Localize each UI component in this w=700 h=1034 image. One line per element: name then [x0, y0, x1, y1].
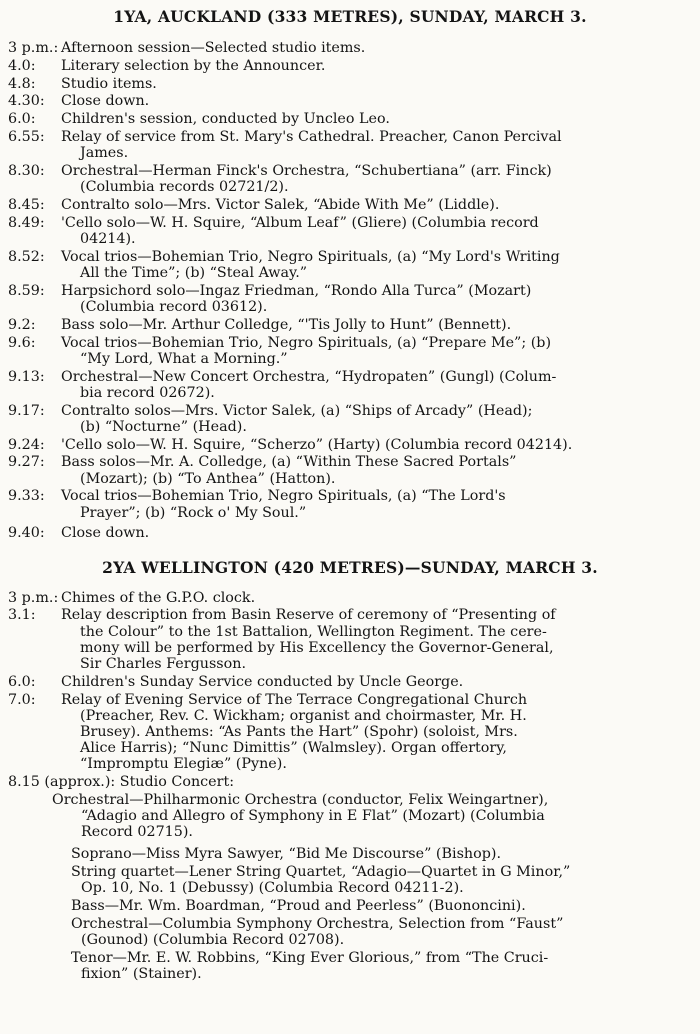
entry-time: 4.30: [8, 93, 45, 110]
entry-time: 9.2: [8, 316, 36, 333]
entry-text-line: (Columbia record 03612). [80, 298, 268, 315]
concert-item [0, 792, 700, 841]
programme-entry [0, 197, 700, 213]
programme-entry [0, 525, 700, 541]
programme-entry [0, 129, 700, 161]
programme-entry [0, 335, 700, 367]
entry-text-line: (Mozart); (b) “To Anthea” (Hatton). [80, 470, 336, 487]
entry-text-line: Prayer”; (b) “Rock o' My Soul.” [80, 504, 307, 521]
entry-time: 8.30: [8, 162, 45, 179]
concert-text-line: String quartet—Lener String Quartet, “Adagio—Quartet in G Minor,” [71, 863, 571, 880]
entry-text-line: Contralto solo—Mrs. Victor Salek, “Abide With Me” (Liddle). [61, 196, 500, 213]
programme-entry [0, 58, 700, 74]
entry-text-line: Close down. [61, 93, 150, 110]
programme-entry [0, 607, 700, 672]
concert-item [0, 846, 700, 862]
entry-time: 8.49: [8, 214, 45, 231]
entry-text-line: (Columbia records 02721/2). [80, 179, 289, 196]
entry-text-line: Sir Charles Fergusson. [80, 655, 246, 672]
entry-text-line: 'Cello solo—W. H. Squire, “Album Leaf” (Gliere) (Columbia record [61, 214, 539, 231]
entry-time: 8.52: [8, 248, 45, 265]
entry-time: 3 p.m.: [8, 589, 59, 606]
programme-entry [0, 283, 700, 315]
concert-item [0, 898, 700, 914]
entry-time: 9.17: [8, 402, 45, 419]
entry-time: 7.0: [8, 691, 36, 708]
entry-time: 6.0: [8, 673, 36, 690]
programme-entry [0, 590, 700, 606]
entry-text-line: Children's session, conducted by Uncleo Leo. [61, 111, 390, 128]
entry-time: 6.55: [8, 128, 45, 145]
entry-time: 9.33: [8, 488, 45, 505]
entry-text-line: bia record 02672). [80, 384, 215, 401]
programme-entry [0, 111, 700, 127]
entry-time: 8.59: [8, 282, 45, 299]
concert-text-line: Record 02715). [81, 824, 193, 841]
concert-text-line: (Gounod) (Columbia Record 02708). [81, 932, 345, 948]
auckland-programme-list [0, 40, 700, 541]
entry-text-line: Studio items. [61, 75, 157, 92]
entry-time: 3.1: [8, 607, 36, 624]
studio-concert-heading: 8.15 (approx.): Studio Concert: [8, 774, 235, 791]
concert-text-line: Tenor—Mr. E. W. Robbins, “King Ever Glorious,” from “The Cruci- [71, 950, 549, 966]
concert-text-line: Soprano—Miss Myra Sawyer, “Bid Me Discourse” (Bishop). [71, 845, 502, 862]
entry-time: 9.6: [8, 334, 36, 351]
entry-text-line: Contralto solos—Mrs. Victor Salek, (a) “Ships of Arcady” (Head); [61, 402, 533, 419]
programme-entry [0, 692, 700, 773]
entry-text-line: 'Cello solo—W. H. Squire, “Scherzo” (Harty) (Columbia record 04214). [61, 436, 573, 453]
concert-item [0, 864, 700, 896]
entry-text-line: mony will be performed by His Excellency the Governor-General, [80, 639, 554, 656]
entry-text-line: “My Lord, What a Morning.” [80, 350, 288, 367]
concert-text-line: Orchestral—Philharmonic Orchestra (conductor, Felix Weingartner), [52, 791, 549, 808]
concert-text-line: Orchestral—Columbia Symphony Orchestra, Selection from “Faust” [71, 915, 564, 932]
entry-text-line: Brusey). Anthems: “As Pants the Hart” (Spohr) (soloist, Mrs. [80, 723, 518, 740]
entry-text-line: Children's Sunday Service conducted by Uncle George. [61, 673, 464, 690]
concert-item [0, 950, 700, 982]
entry-text-line: Orchestral—Herman Finck's Orchestra, “Schubertiana” (arr. Finck) [61, 162, 552, 179]
concert-text-line: fixion” (Stainer). [81, 966, 202, 983]
programme-entry [0, 488, 700, 520]
entry-text-line: (b) “Nocturne” (Head). [80, 418, 247, 435]
entry-time: 9.24: [8, 436, 45, 453]
entry-time: 9.27: [8, 454, 45, 471]
programme-entry [0, 317, 700, 333]
entry-text-line: Bass solo—Mr. Arthur Colledge, “'Tis Jolly to Hunt” (Bennett). [61, 316, 512, 333]
entry-text-line: All the Time”; (b) “Steal Away.” [80, 264, 308, 281]
entry-text-line: Vocal trios—Bohemian Trio, Negro Spirituals, (a) “The Lord's [61, 488, 506, 505]
entry-time: 8.45: [8, 196, 45, 213]
entry-text-line: Vocal trios—Bohemian Trio, Negro Spirituals, (a) “Prepare Me”; (b) [61, 334, 552, 351]
entry-text-line: (Preacher, Rev. C. Wickham; organist and choirmaster, Mr. H. [80, 707, 527, 724]
entry-text-line: “Impromptu Elegiæ” (Pyne). [80, 756, 287, 773]
programme-entry [0, 437, 700, 453]
entry-text-line: Alice Harris); “Nunc Dimittis” (Walmsley). Organ offertory, [80, 740, 507, 757]
section-heading-auckland: 1YA, AUCKLAND (333 METRES), SUNDAY, MARCH 3. [113, 7, 587, 26]
entry-text-line: Literary selection by the Announcer. [61, 57, 326, 74]
concert-item [0, 916, 700, 948]
programme-entry [0, 454, 700, 486]
concert-text-line: Op. 10, No. 1 (Debussy) (Columbia Record 04211-2). [81, 879, 464, 896]
programme-entry [0, 93, 700, 109]
programme-entry [0, 215, 700, 247]
programme-entry [0, 249, 700, 281]
entry-time: 6.0: [8, 111, 36, 128]
entry-time: 9.13: [8, 368, 45, 385]
programme-entry [0, 369, 700, 401]
entry-text-line: Relay of service from St. Mary's Cathedral. Preacher, Canon Percival [61, 128, 562, 145]
entry-text-line: Bass solos—Mr. A. Colledge, (a) “Within These Sacred Portals” [61, 454, 517, 471]
entry-text-line: Harpsichord solo—Ingaz Friedman, “Rondo Alla Turca” (Mozart) [61, 282, 532, 299]
programme-entry [0, 76, 700, 92]
wellington-programme-list [0, 590, 700, 773]
entry-text-line: 04214). [80, 230, 136, 247]
entry-text-line: James. [80, 145, 129, 162]
entry-text-line: Vocal trios—Bohemian Trio, Negro Spirituals, (a) “My Lord's Writing [61, 248, 560, 265]
entry-time: 4.0: [8, 57, 36, 74]
programme-entry [0, 674, 700, 690]
section-heading-wellington: 2YA WELLINGTON (420 METRES)—SUNDAY, MARCH 3. [102, 557, 598, 577]
concert-text-line: “Adagio and Allegro of Symphony in E Flat” (Mozart) (Columbia [81, 808, 545, 825]
entry-text-line: Afternoon session—Selected studio items. [61, 40, 366, 56]
entry-text-line: Orchestral—New Concert Orchestra, “Hydropaten” (Gungl) (Colum- [61, 368, 557, 385]
entry-text-line: Chimes of the G.P.O. clock. [61, 589, 256, 606]
programme-entry [0, 40, 700, 56]
entry-time: 9.40: [8, 524, 45, 541]
entry-text-line: Close down. [61, 524, 150, 541]
entry-time: 4.8: [8, 75, 36, 92]
programme-entry [0, 403, 700, 435]
programme-entry [0, 163, 700, 195]
studio-concert-list [0, 792, 700, 982]
entry-text-line: Relay of Evening Service of The Terrace Congregational Church [61, 691, 528, 708]
entry-text-line: Relay description from Basin Reserve of ceremony of “Presenting of [61, 607, 556, 624]
entry-text-line: the Colour” to the 1st Battalion, Wellington Regiment. The cere- [80, 623, 547, 640]
concert-text-line: Bass—Mr. Wm. Boardman, “Proud and Peerless” (Buononcini). [71, 897, 526, 914]
entry-time: 3 p.m.: [8, 40, 59, 56]
